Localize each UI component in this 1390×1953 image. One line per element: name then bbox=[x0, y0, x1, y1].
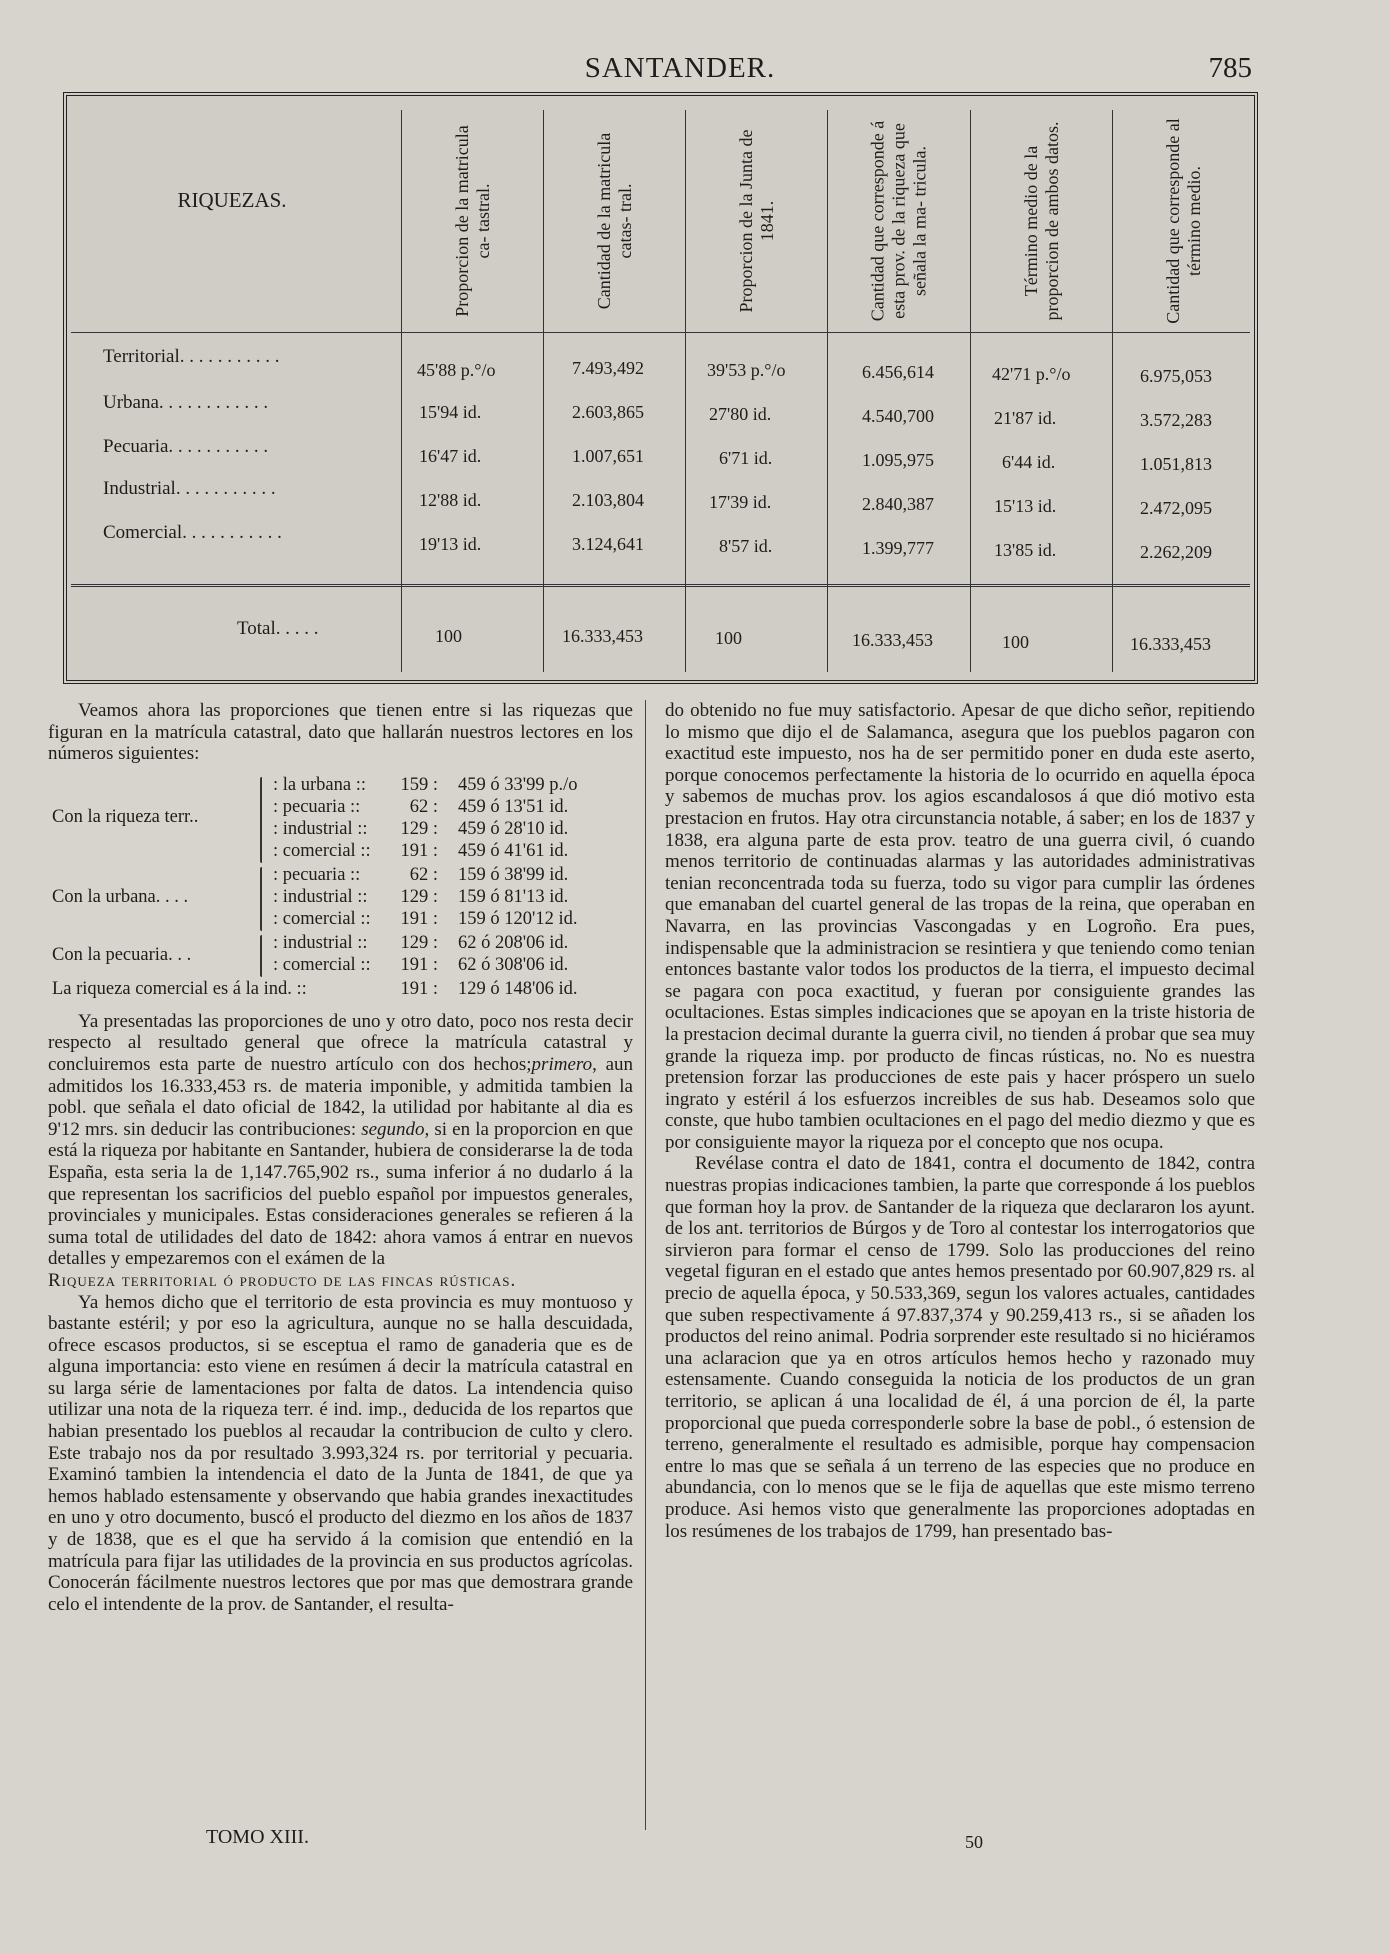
column-header-3: Proporcion de la Junta de 1841. bbox=[736, 129, 777, 313]
proportion-line: : comercial :: 191 : 62 ó 308'06 id. bbox=[273, 954, 569, 975]
table-cell: 8'57 id. bbox=[719, 536, 773, 556]
table-cell: 3.572,283 bbox=[1140, 410, 1212, 430]
body-paragraph: Revélase contra el dato de 1841, contra el documento de 1842, contra nuestras propias indicaciones tambien, la parte que corresponde á los pueblos que forman hoy la prov. de Santander de la riqueza que declararon los ayunt. de los ant. territorios de Búrgos y de Toro al contestar los interrogatorios que sirvieron para formar el censo de 1799. Solo las producciones del reino vegetal figuran en el estado que antes hemos presentado por 60.907,829 rs. al precio de aquella época, y 50.533,369, segun los valores actuales, cantidades que suben respectivamente á 97.837,374 y 90.259,413 rs., si se añaden los productos del reino animal. Podria sorprender este resultado si no hiciéramos una aclaracion que ya en otros artículos hemos hecho y razonado muy estensamente. Cuando conseguida la noticia de los productos de un gran territorio, se aplican á una localidad de él, á una porcion de él, la parte proporcional que pueda corresponderle sobre la base de pobl., ó estension de terreno, generalmente el resultado es admisible, porque hay compensacion entre lo mas que se señala á un terreno de las especies que no produce en abundancia, con lo menos que se le fija de aquellas que este mismo terreno produce. Asi hemos visto que generalmente las proporciones adoptadas en los resúmenes de los trabajos de 1799, han presentado bas- bbox=[665, 1153, 1255, 1542]
running-head bbox=[0, 52, 1390, 92]
table-cell: 12'88 id. bbox=[419, 490, 482, 510]
column-header-2: Cantidad de la matricula catas- tral. bbox=[594, 132, 635, 310]
header-rule bbox=[71, 332, 1250, 333]
table-cell: 6'71 id. bbox=[719, 448, 773, 468]
table-cell: 16.333,453 bbox=[852, 630, 933, 650]
table-cell: 4.540,700 bbox=[862, 406, 934, 426]
column-rule bbox=[827, 110, 828, 672]
total-label: Total. . . . . bbox=[237, 618, 319, 639]
table-cell: 100 bbox=[715, 628, 742, 648]
row-label: Industrial. . . . . . . . . . . bbox=[103, 478, 276, 499]
riquezas-header: RIQUEZAS. bbox=[177, 188, 287, 212]
table-cell: 100 bbox=[435, 626, 462, 646]
table-cell: 13'85 id. bbox=[994, 540, 1057, 560]
row-label: Comercial. . . . . . . . . . . bbox=[103, 522, 282, 543]
left-column bbox=[48, 700, 633, 1615]
total-rule bbox=[71, 584, 1250, 587]
proportion-group-label: Con la riqueza terr.. bbox=[52, 806, 199, 827]
proportion-line: : industrial :: 129 : 459 ó 28'10 id. bbox=[273, 818, 569, 839]
row-label: Urbana. . . . . . . . . . . . bbox=[103, 392, 269, 413]
proportion-line: : pecuaria :: 62 : 459 ó 13'51 id. bbox=[273, 796, 569, 817]
proportion-line: : pecuaria :: 62 : 159 ó 38'99 id. bbox=[273, 864, 569, 885]
table-cell: 15'94 id. bbox=[419, 402, 482, 422]
table-cell: 17'39 id. bbox=[709, 492, 772, 512]
body-paragraph: do obtenido no fue muy satisfactorio. Apesar de que dicho señor, repitiendo lo mismo que dijo el de Salamanca, asegura que los pueblos pagaron con exactitud este impuesto, nos ha de ser permitido poner en duda este aserto, porque conocemos perfectamente la historia de lo ocurrido en aquella época y sabemos de muchas prov. los agios escandalosos á que dió motivo esta prestacion en frutos. Hay otra circunstancia notable, á saber; en los de 1837 y 1838, era alguna parte de esta prov. teatro de una guerra civil, ó cuando menos territorio de continuadas alarmas y las autoridades administrativas tenian reconcentrada toda su fuerza, todo su vigor para cumplir las órdenes que emanaban del cuartel general de las tropas de la reina, que operaban en Navarra, en las provincias Vascongadas y en Logroño. Era pues, indispensable que la administracion se resintiera y que teniendo como tenian entonces bastante valor todos los productos de la tierra, el impuesto decimal se pagara con poca exactitud, y fueran por consiguiente grandes las ocultaciones. Estas simples indicaciones que se apoyan en la triste historia de la prestacion decimal durante la guerra civil, no tienden á probar que sea muy grande la riqueza imp. por producto de fincas rústicas, no. No es nuestra pretension forzar las producciones de este pais y hacer próspero un suelo ingrato y estéril á los esfuerzos increibles de sus hab. Deseamos solo que conste, que hubo tambien ocultaciones en el pago del medio diezmo y que es por consiguiente mayor la riqueza por el concepto que nos ocupa. bbox=[665, 700, 1255, 1153]
table-cell: 15'13 id. bbox=[994, 496, 1057, 516]
table-cell: 19'13 id. bbox=[419, 534, 482, 554]
section-heading: Riqueza territorial ó producto de las fincas rústicas. bbox=[48, 1269, 517, 1291]
printer-signature: 50 bbox=[965, 1832, 983, 1852]
proportion-group-label: Con la pecuaria. . . bbox=[52, 944, 192, 965]
column-rule bbox=[543, 110, 544, 672]
table-cell: 3.124,641 bbox=[572, 534, 644, 554]
table-cell: 39'53 p.°/o bbox=[707, 360, 786, 380]
right-column bbox=[665, 700, 1255, 1542]
column-header-6: Cantidad que corresponde al término medio. bbox=[1163, 118, 1204, 324]
table-cell: 1.095,975 bbox=[862, 450, 934, 470]
column-divider bbox=[645, 700, 646, 1830]
table-cell: 2.472,095 bbox=[1140, 498, 1212, 518]
proportion-line: : comercial :: 191 : 159 ó 120'12 id. bbox=[273, 908, 578, 929]
table-cell: 6.456,614 bbox=[862, 362, 934, 382]
column-rule bbox=[401, 110, 402, 672]
running-title: SANTANDER. bbox=[584, 52, 776, 84]
table-cell: 45'88 p.°/o bbox=[417, 360, 496, 380]
table-cell: 7.493,492 bbox=[572, 358, 644, 378]
table-cell: 16.333,453 bbox=[1130, 634, 1211, 654]
column-header-5: Término medio de la proporcion de ambos datos. bbox=[1021, 121, 1062, 321]
proportion-line: : industrial :: 129 : 62 ó 208'06 id. bbox=[273, 932, 569, 953]
row-label: Pecuaria. . . . . . . . . . . bbox=[103, 436, 269, 457]
table-cell: 2.603,865 bbox=[572, 402, 644, 422]
table-cell: 6.975,053 bbox=[1140, 366, 1212, 386]
table-cell: 1.399,777 bbox=[862, 538, 934, 558]
column-header-1: Proporcion de la matricula ca- tastral. bbox=[452, 125, 493, 317]
table-cell: 2.840,387 bbox=[862, 494, 934, 514]
proportion-line: La riqueza comercial es á la ind. :: 191 : 129 ó 148'06 id. bbox=[52, 978, 578, 999]
row-label: Territorial. . . . . . . . . . . bbox=[103, 346, 280, 367]
page-number: 785 bbox=[1208, 52, 1252, 84]
table-cell: 21'87 id. bbox=[994, 408, 1057, 428]
column-rule bbox=[1112, 110, 1113, 672]
table-cell: 2.262,209 bbox=[1140, 542, 1212, 562]
table-cell: 1.007,651 bbox=[572, 446, 644, 466]
table-cell: 2.103,804 bbox=[572, 490, 644, 510]
table-cell: 16.333,453 bbox=[562, 626, 643, 646]
table-cell: 100 bbox=[1002, 632, 1029, 652]
table-cell: 1.051,813 bbox=[1140, 454, 1212, 474]
volume-footer: TOMO XIII. bbox=[206, 1826, 309, 1848]
proportion-line: Con la urbana. . . . : industrial :: 129 : 159 ó 81'13 id. bbox=[52, 886, 569, 907]
table-cell: 16'47 id. bbox=[419, 446, 482, 466]
riquezas-table bbox=[63, 92, 1258, 684]
body-paragraph: Ya hemos dicho que el territorio de esta provincia es muy montuoso y bastante estéril; y por eso la agricultura, aunque no se halla descuidada, ofrece escasos productos, si se esceptua el ramo de ganaderia que es de alguna importancia: esto viene en resúmen á decir la matrícula catastral en su larga série de lamentaciones por falta de datos. La intendencia quiso utilizar una nota de la riqueza terr. é ind. imp., deducida de los repartos que habian presentado los pueblos al recaudar la contribucion de culto y clero. Este trabajo nos da por resultado 3.993,324 rs. por territorial y pecuaria. Examinó tambien la intendencia el dato de la Junta de 1841, de que ya hemos hablado estensamente y observando que habia grandes inexactitudes en uno y otro documento, buscó el producto del diezmo en los años de 1837 y de 1838, que es el que ha servido á la comision que entendió en la matrícula para fijar las utilidades de la provincia en sus productos agrícolas. Conocerán fácilmente nuestros lectores que por mas que demostrara grande celo el intendente de la prov. de Santander, el resulta- bbox=[48, 1291, 633, 1615]
column-header-4: Cantidad que corresponde á esta prov. de la riqueza que señala la ma- tricula. bbox=[867, 120, 930, 322]
table-cell: 42'71 p.°/o bbox=[992, 364, 1071, 384]
table-cell: 27'80 id. bbox=[709, 404, 772, 424]
proportion-line: : la urbana :: 159 : 459 ó 33'99 p./o bbox=[273, 774, 578, 795]
table-cell: 6'44 id. bbox=[1002, 452, 1056, 472]
column-rule bbox=[970, 110, 971, 672]
column-rule bbox=[685, 110, 686, 672]
body-paragraph: Ya presentadas las proporciones de uno y otro dato, poco nos resta decir respecto al resultado general que ofrece la matrícula catastral y concluiremos esta parte de nuestro artículo con dos hechos;primero, aun admitidos los 16.333,453 rs. de materia imponible, y admitida tambien la pobl. que señala el dato oficial de 1842, la utilidad por habitante al dia es 9'12 mrs. sin deducir las contribuciones: segundo, si en la proporcion en que está la riqueza por habitante en Santander, hubiera de considerarse la de toda España, esta seria la de 1,147.765,902 rs., suma inferior á no dudarlo á la que representan los sacrificios del pueblo español por impuestos generales, provinciales y municipales. Estas consideraciones generales se refieren á la suma total de utilidades del dato de 1842: ahora vamos á entrar en nuevos detalles y empezaremos con el exámen de la bbox=[48, 1010, 633, 1270]
intro-paragraph: Veamos ahora las proporciones que tienen entre si las riquezas que figuran en la matrícula catastral, dato que hallarán nuestros lectores en los números siguientes: bbox=[48, 700, 633, 765]
proportions-list bbox=[48, 773, 633, 1005]
proportion-line: : comercial :: 191 : 459 ó 41'61 id. bbox=[273, 840, 569, 861]
